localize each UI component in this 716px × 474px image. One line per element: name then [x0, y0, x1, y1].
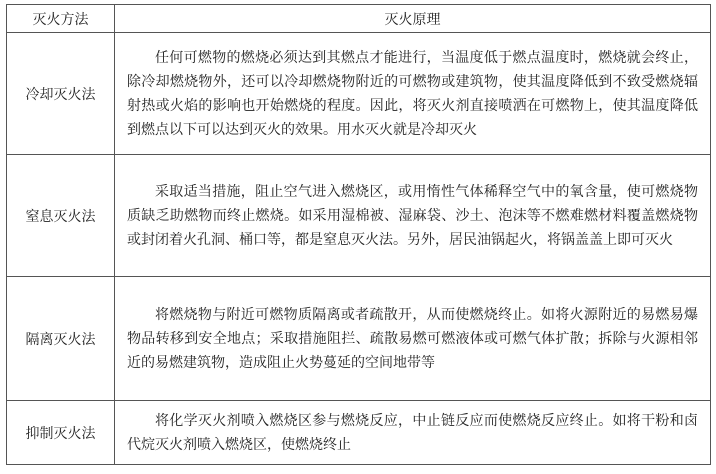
principle-cell [115, 277, 711, 401]
method-cell: 冷却灭火法 [7, 33, 115, 155]
table-row [7, 401, 711, 465]
principle-cell [115, 33, 711, 155]
table-header-row [7, 5, 711, 33]
table-row [7, 33, 711, 155]
header-principle: 灭火原理 [115, 5, 711, 33]
method-cell: 窒息灭火法 [7, 155, 115, 277]
table-row [7, 155, 711, 277]
method-cell: 抑制灭火法 [7, 401, 115, 465]
fire-extinguishing-methods-table [6, 4, 711, 465]
header-method: 灭火方法 [7, 5, 115, 33]
table-row [7, 277, 711, 401]
principle-cell [115, 401, 711, 465]
principle-text: 采取适当措施，阻止空气进入燃烧区，或用惰性气体稀释空气中的氧含量，使可燃烧物质缺乏助燃物而终止燃烧。如采用湿棉被、湿麻袋、沙土、泡沫等不燃难燃材料覆盖燃烧物或封闭着火孔洞、桶口等，都是窒息灭火法。另外，居民油锅起火，将锅盖盖上即可灭火 [127, 183, 698, 248]
principle-cell [115, 155, 711, 277]
principle-text: 将化学灭火剂喷入燃烧区参与燃烧反应，中止链反应而使燃烧反应终止。如将干粉和卤代烷灭火剂喷入燃烧区，使燃烧终止 [127, 412, 698, 453]
principle-text: 任何可燃物的燃烧必须达到其燃点才能进行，当温度低于燃点温度时，燃烧就会终止，除冷却燃烧物外，还可以冷却燃烧物附近的可燃物或建筑物，使其温度降低到不致受燃烧辐射热或火焰的影响也开始燃烧的程度。因此，将灭火剂直接喷洒在可燃物上，使其温度降低到燃点以下可以达到灭火的效果。用水灭火就是冷却灭火 [127, 49, 698, 138]
method-cell: 隔离灭火法 [7, 277, 115, 401]
principle-text: 将燃烧物与附近可燃物质隔离或者疏散开，从而使燃烧终止。如将火源附近的易燃易爆物品转移到安全地点；采取措施阻拦、疏散易燃可燃液体或可燃气体扩散；拆除与火源相邻近的易燃建筑物，造成阻止火势蔓延的空间地带等 [127, 306, 698, 371]
